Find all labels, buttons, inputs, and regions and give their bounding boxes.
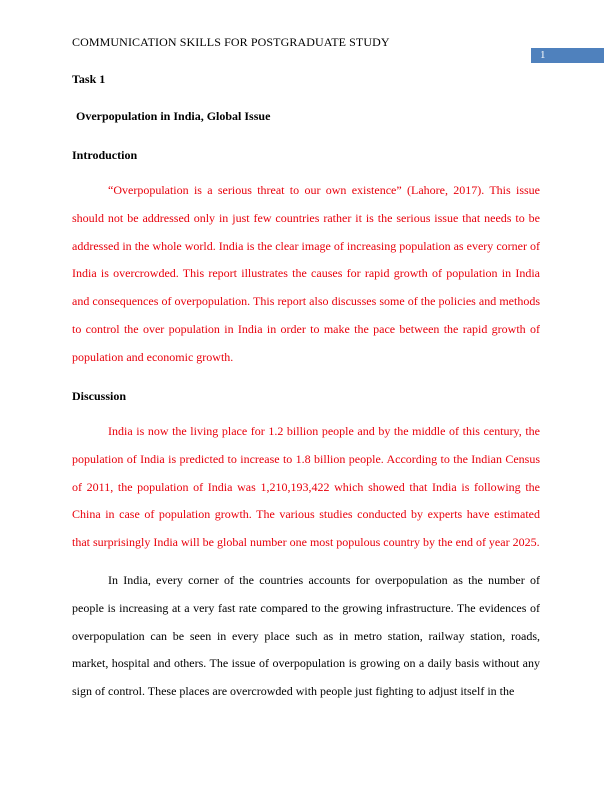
page-number: 1 [531, 48, 604, 63]
discussion-paragraph-2: In India, every corner of the countries accounts for overpopulation as the number of people is increasing at a very fast rate compared to the growing infrastructure. The evidences of overpopulation can be seen in every place such as in metro station, railway station, roads, market, hospital and others. The issue of overpopulation is growing on a daily basis without any sign of control. These places are overcrowded with people just fighting to adjust itself in the [72, 573, 540, 699]
task-label: Task 1 [72, 72, 106, 86]
discussion-paragraph-1: India is now the living place for 1.2 billion people and by the middle of this century, the population of India is predicted to increase to 1.8 billion people. According to the Indian Census of 2011, the population of India was 1,210,193,422 which showed that India is following the China in case of population growth. The various studies conducted by experts have estimated that surprisingly India will be global number one most populous country by the end of year 2025. [72, 424, 540, 550]
introduction-paragraph: “Overpopulation is a serious threat to our own existence” (Lahore, 2017). This issue should not be addressed only in just few countries rather it is the serious issue that needs to be addressed in the whole world. India is the clear image of increasing population as every corner of India is overcrowded. This report illustrates the causes for rapid growth of population in India and consequences of overpopulation. This report also discusses some of the policies and methods to control the over population in India in order to make the pace between the rapid growth of population and economic growth. [72, 183, 540, 364]
running-head: COMMUNICATION SKILLS FOR POSTGRADUATE STUDY [72, 35, 390, 49]
introduction-heading: Introduction [72, 148, 138, 162]
discussion-heading: Discussion [72, 389, 127, 403]
document-title: Overpopulation in India, Global Issue [76, 109, 271, 123]
